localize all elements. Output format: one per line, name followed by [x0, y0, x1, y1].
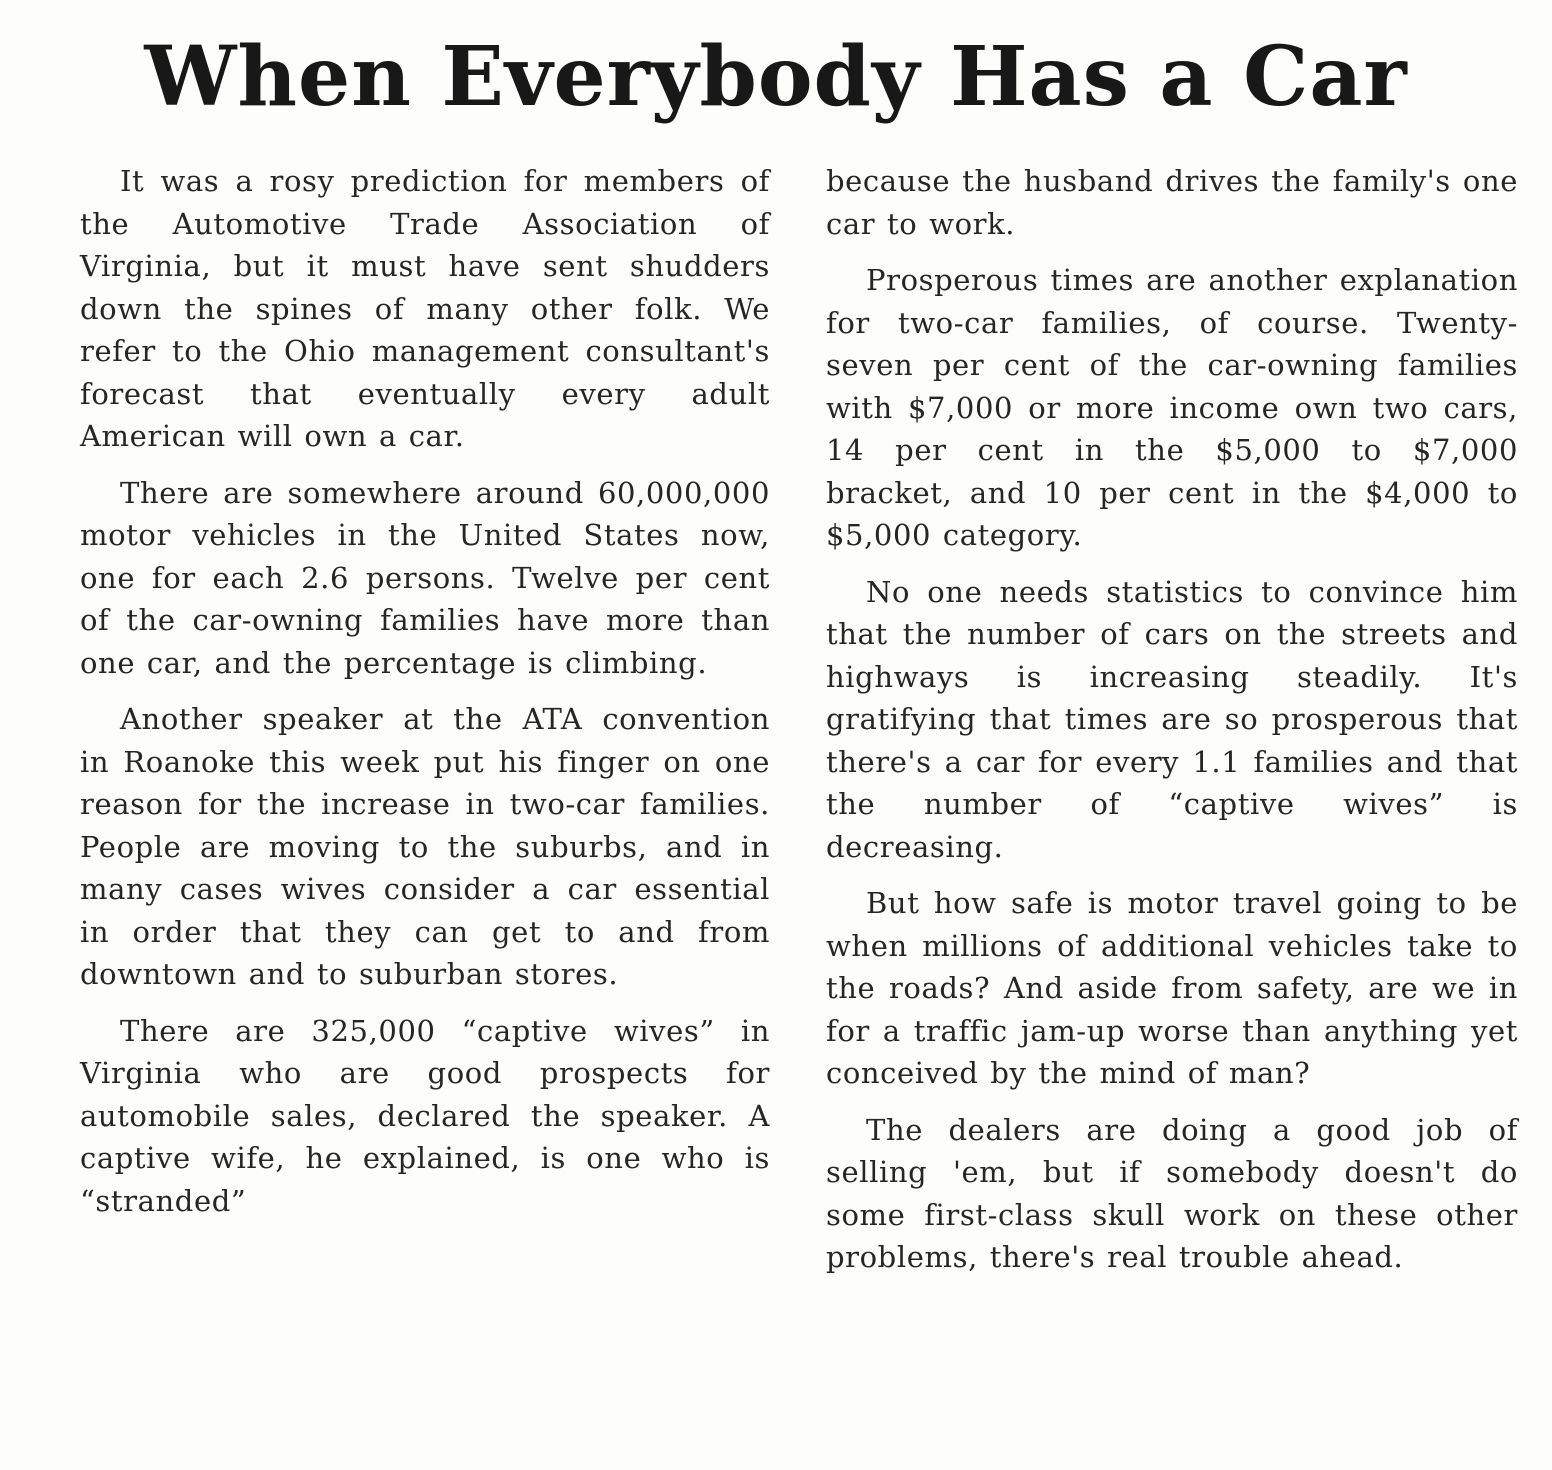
paragraph-6: No one needs statistics to convince him that the number of cars on the streets and highways is increasing steadily. It's gratifying that times are so prosperous that there's a car for every 1.1 families and that the number of “captive wives” is decreasing. — [826, 574, 1518, 864]
paragraph-7: But how safe is motor travel going to be when millions of additional vehicles take to the roads? And aside from safety, are we in for a traffic jam-up worse than anything yet conceived by the mind of man? — [826, 886, 1518, 1090]
paragraph-5: Prosperous times are another explanation for two-car families, of course. Twenty-seven per cent of the car-owning families with $7,000 or more income own two cars, 14 per cent in the $5,000 to $7,000 bracket, and 10 per cent in the $4,000 to $5,000 category. — [826, 263, 1518, 552]
paragraph-1: It was a rosy prediction for members of the Automotive Trade Association of Virginia, but it must have sent shudders down the spines of many other folk. We refer to the Ohio management consultant's forecast that eventually every adult American will own a car. — [80, 164, 770, 453]
headline: When Everybody Has a Car — [144, 29, 1408, 125]
paragraph-2: There are somewhere around 60,000,000 motor vehicles in the United States now, one for each 2.6 persons. Twelve per cent of the car-owning families have more than one car, and the percentage is climbing. — [80, 475, 770, 680]
paragraph-3: Another speaker at the ATA convention in Roanoke this week put his finger on one reason for the increase in two-car families. People are moving to the suburbs, and in many cases wives consider a car essential in order that they can get to and from downtown and to suburban stores. — [80, 702, 770, 991]
left-column — [80, 160, 770, 1236]
paragraph-4-continued: because the husband drives the family's one car to work. — [826, 164, 1518, 241]
paragraph-4: There are 325,000 “captive wives” in Virginia who are good prospects for automobile sales, declared the speaker. A captive wife, he explained, is one who is “stranded” — [80, 1013, 770, 1218]
paragraph-8: The dealers are doing a good job of selling 'em, but if somebody doesn't do some first-class skull work on these other problems, there's real trouble ahead. — [826, 1112, 1518, 1274]
right-column — [826, 160, 1518, 1293]
